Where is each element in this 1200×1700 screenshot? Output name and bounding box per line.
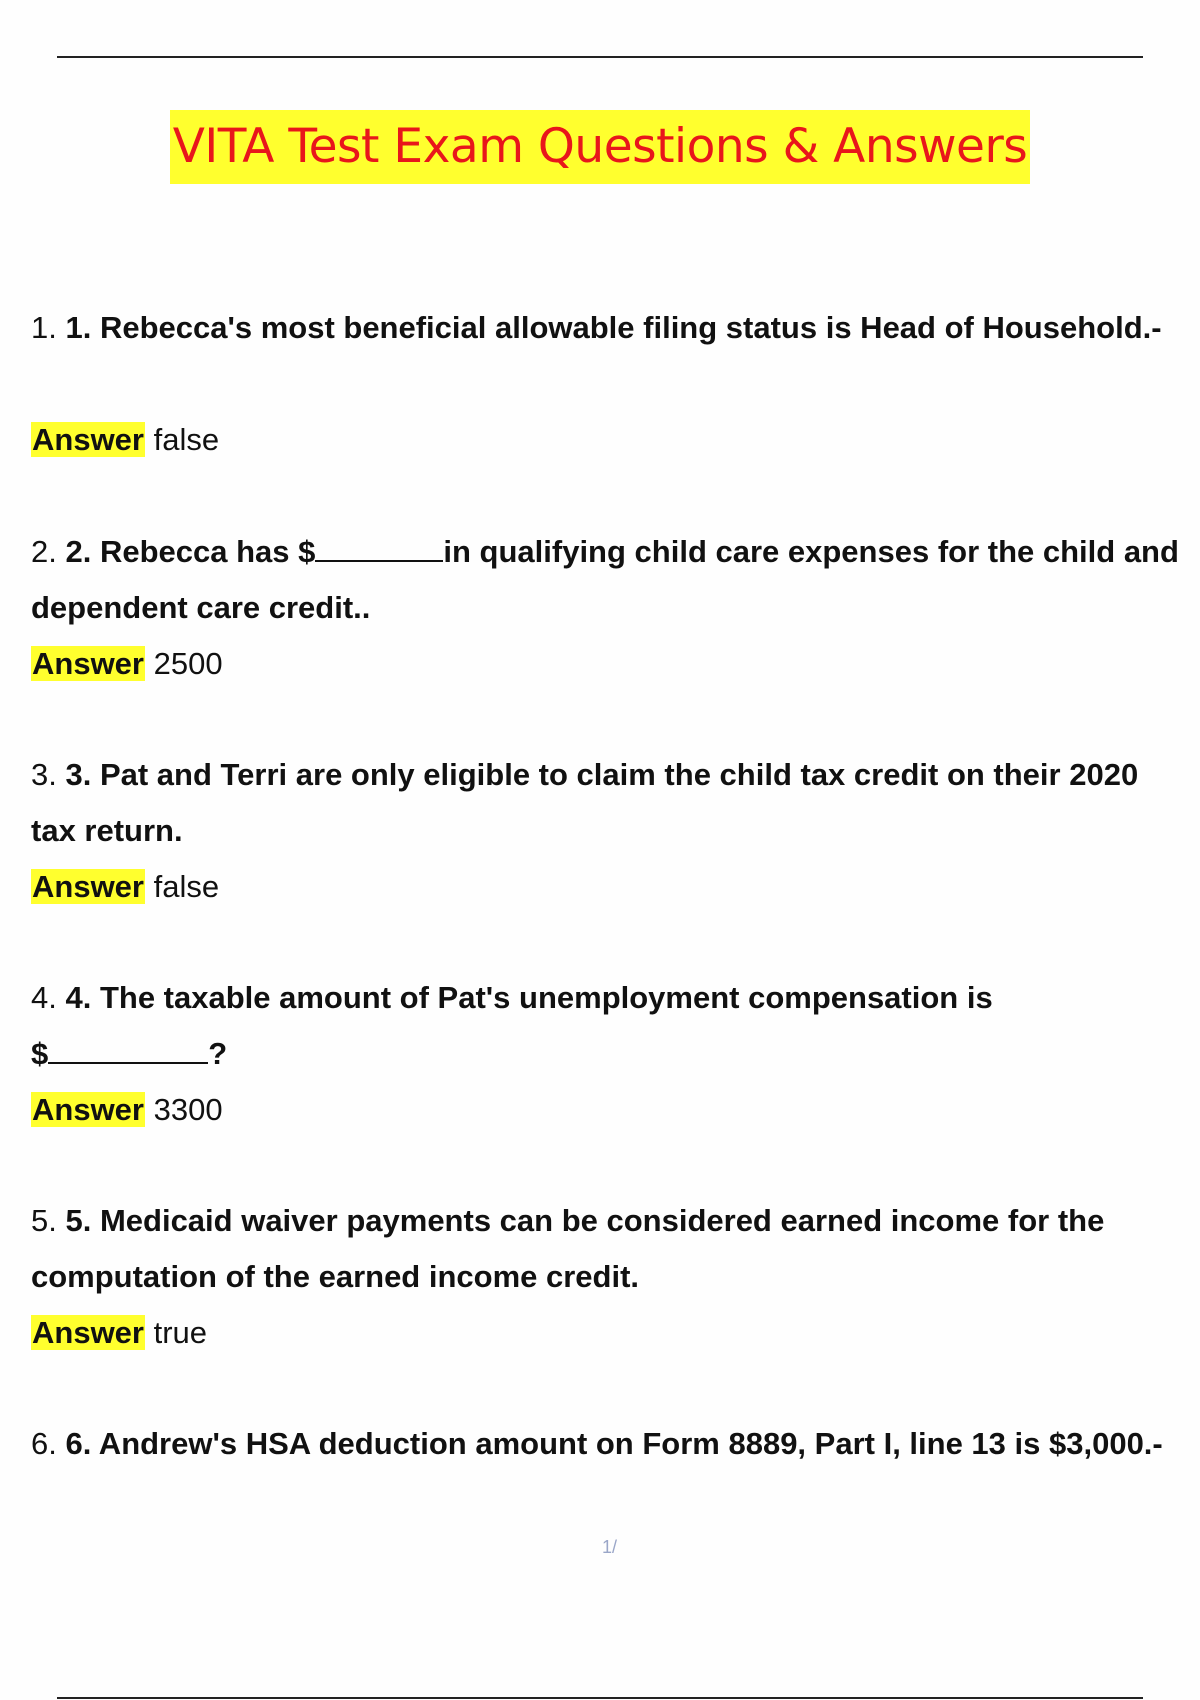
- dollar-sign: $: [31, 1036, 49, 1071]
- question-number: 5.: [31, 1203, 57, 1238]
- fill-in-blank: [48, 1040, 208, 1064]
- question-3-line-2: [31, 803, 183, 859]
- answer-label: Answer: [32, 869, 144, 904]
- question-text-line2: computation of the earned income credit.: [31, 1259, 640, 1294]
- question-number: 6.: [31, 1426, 57, 1461]
- question-2: [31, 524, 1179, 580]
- page-marker: 1/: [602, 1537, 618, 1557]
- question-number: 1.: [31, 310, 57, 345]
- question-text: 2. Rebecca has $: [65, 534, 316, 569]
- question-text: 6. Andrew's HSA deduction amount on Form 8889, Part I, line 13 is $3,000.-: [65, 1426, 1163, 1461]
- question-number: 3.: [31, 757, 57, 792]
- question-4-line-2: [31, 1026, 227, 1082]
- question-text-line2: tax return.: [31, 813, 183, 848]
- question-5: [31, 1193, 1104, 1249]
- answer-value: 2500: [153, 646, 223, 681]
- answer-value: 3300: [153, 1092, 223, 1127]
- bottom-rule: [57, 1697, 1143, 1699]
- question-text: 3. Pat and Terri are only eligible to claim the child tax credit on their 2020: [65, 757, 1139, 792]
- answer-4: [31, 1089, 223, 1131]
- title-container: [0, 110, 1200, 184]
- question-1: [31, 300, 1162, 356]
- question-text-continued: in qualifying child care expenses for the child and: [443, 534, 1179, 569]
- answer-label: Answer: [32, 422, 144, 457]
- answer-label: Answer: [32, 646, 144, 681]
- answer-value: false: [153, 422, 220, 457]
- question-text: 5. Medicaid waiver payments can be considered earned income for the: [65, 1203, 1105, 1238]
- question-2-line-2: [31, 580, 370, 636]
- answer-3: [31, 866, 219, 908]
- question-number: 2.: [31, 534, 57, 569]
- question-3: [31, 747, 1138, 803]
- answer-1: [31, 419, 219, 461]
- answer-label: Answer: [32, 1092, 144, 1127]
- document-title: VITA Test Exam Questions & Answers: [170, 110, 1031, 184]
- question-text: 1. Rebecca's most beneficial allowable filing status is Head of Household.-: [65, 310, 1162, 345]
- question-text-line2: dependent care credit..: [31, 590, 371, 625]
- question-4: [31, 970, 993, 1026]
- question-mark: ?: [208, 1036, 228, 1071]
- answer-2: [31, 643, 223, 685]
- answer-value: true: [153, 1315, 208, 1350]
- top-rule: [57, 56, 1143, 58]
- answer-label: Answer: [32, 1315, 144, 1350]
- question-text: 4. The taxable amount of Pat's unemployment compensation is: [65, 980, 993, 1015]
- fill-in-blank: [315, 538, 443, 562]
- answer-5: [31, 1312, 207, 1354]
- answer-value: false: [153, 869, 220, 904]
- question-5-line-2: [31, 1249, 639, 1305]
- question-number: 4.: [31, 980, 57, 1015]
- question-6: [31, 1416, 1163, 1472]
